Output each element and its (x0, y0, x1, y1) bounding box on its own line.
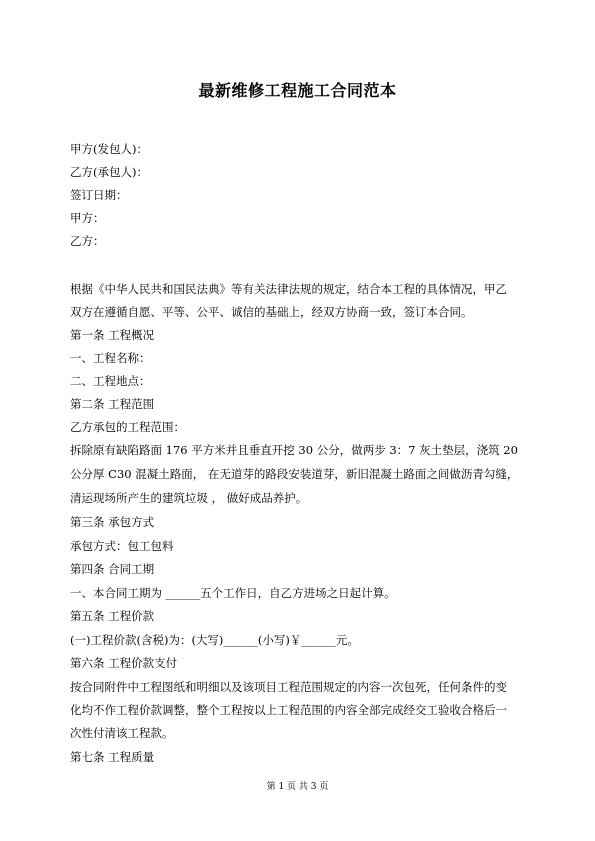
payment-text-line: 按合同附件中工程图纸和明细以及该项目工程范围规定的内容一次包死，任何条件的变 (70, 680, 507, 694)
signing-date-field: 签订日期： (70, 188, 128, 202)
project-location-field: 二、工程地点： (70, 374, 151, 388)
party-b-contractor-field: 乙方(承包人)： (70, 165, 148, 179)
scope-label: 乙方承包的工程范围： (70, 420, 185, 434)
contract-mode-text: 承包方式：包工包料 (70, 539, 174, 553)
party-a-issuer-field: 甲方(发包人)： (70, 142, 148, 156)
article-6-heading: 第六条 工程价款支付 (70, 656, 178, 670)
intro-line: 双方在遵循自愿、平等、公平、诚信的基础上，经双方协商一致，签订本合同。 (70, 305, 473, 319)
intro-line: 根据《中华人民共和国民法典》等有关法律法规的规定，结合本工程的具体情况，甲乙 (70, 282, 507, 296)
payment-text-line: 次性付清该工程款。 (70, 726, 174, 740)
price-text: (一)工程价款(含税)为：(大写)______(小写)￥______元。 (70, 633, 359, 647)
article-5-heading: 第五条 工程价款 (70, 609, 155, 623)
party-a-field: 甲方： (70, 211, 105, 225)
duration-text: 一、本合同工期为 ______五个工作日，自乙方进场之日起计算。 (70, 586, 396, 600)
document-title: 最新维修工程施工合同范本 (198, 81, 397, 100)
article-2-heading: 第二条 工程范围 (70, 397, 155, 411)
article-7-heading: 第七条 工程质量 (70, 750, 155, 764)
project-name-field: 一、工程名称： (70, 351, 151, 365)
page-number-footer: 第 1 页 共 3 页 (266, 782, 329, 792)
scope-text-line: 拆除原有缺陷路面 176 平方米并且垂直开挖 30 公分，做两步 3：7 灰土垫层，浇筑 20 (70, 443, 518, 457)
article-3-heading: 第三条 承包方式 (70, 515, 155, 529)
scope-text-line: 清运现场所产生的建筑垃圾 ， 做好成品养护。 (70, 491, 308, 505)
scope-text-line: 公分厚 C30 混凝土路面， 在无道芽的路段安装道芽，新旧混凝土路面之间做沥青勾缝， (70, 467, 519, 481)
party-b-field: 乙方： (70, 234, 105, 248)
article-4-heading: 第四条 合同工期 (70, 562, 155, 576)
payment-text-line: 化均不作工程价款调整，整个工程按以上工程范围的内容全部完成经交工验收合格后一 (70, 703, 507, 717)
article-1-heading: 第一条 工程概况 (70, 328, 155, 342)
